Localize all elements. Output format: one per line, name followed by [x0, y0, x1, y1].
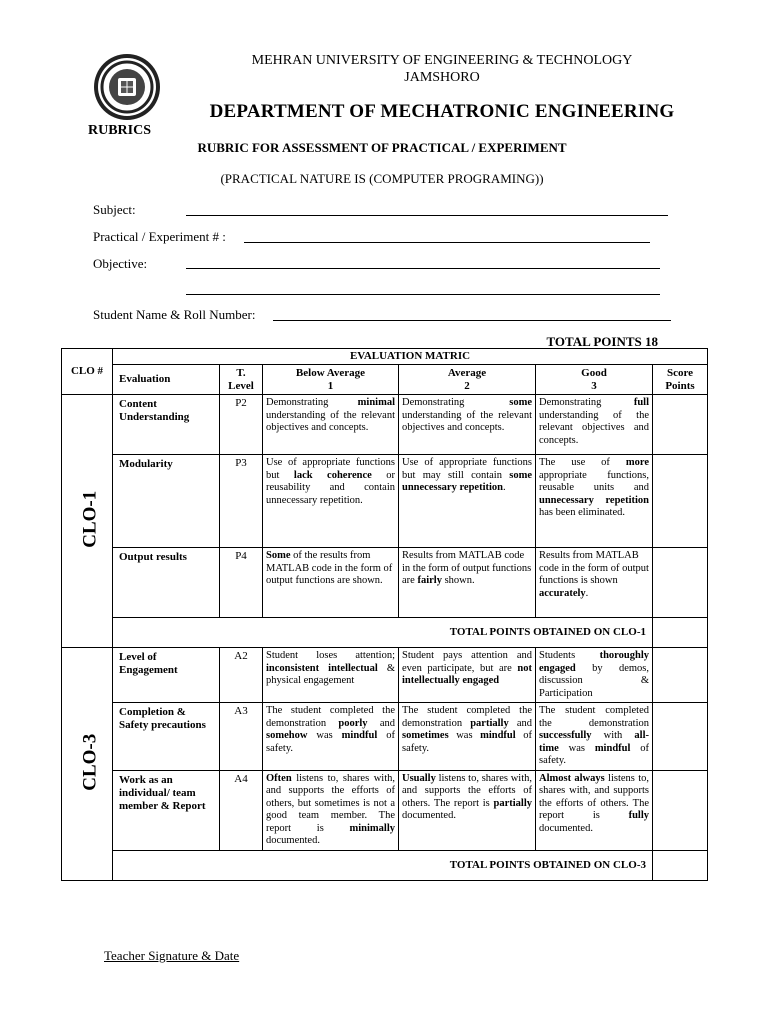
average-cell: Use of appropriate functions but may still contain some unnecessary repetition. [399, 455, 536, 548]
average-header: Average 2 [399, 365, 536, 395]
clo3-total-score[interactable] [653, 850, 708, 880]
good-header: Good 3 [536, 365, 653, 395]
criterion-cell: Content Understanding [113, 395, 220, 455]
below-average-header: Below Average 1 [263, 365, 399, 395]
table-row [62, 395, 708, 455]
below-average-cell: Use of appropriate functions but lack coherence or reusability and contain unnecessary repetition. [263, 455, 399, 548]
good-cell: Demonstrating full understanding of the relevant objectives and concepts. [536, 395, 653, 455]
objective-line-1[interactable] [186, 268, 660, 269]
practical-nature: (PRACTICAL NATURE IS (COMPUTER PROGRAMING)) [220, 171, 544, 186]
matrix-header: EVALUATION MATRIC [113, 349, 708, 365]
rubric-table [61, 348, 708, 881]
good-cell: Results from MATLAB code in the form of output functions is shown accurately. [536, 548, 653, 618]
clo1-total-score[interactable] [653, 618, 708, 648]
clo3-total-label: TOTAL POINTS OBTAINED ON CLO-3 [113, 850, 653, 880]
student-label: Student Name & Roll Number: [93, 307, 256, 322]
score-cell[interactable] [653, 648, 708, 703]
criterion-cell: Output results [113, 548, 220, 618]
total-points: TOTAL POINTS 18 [546, 334, 658, 349]
practical-line[interactable] [244, 242, 650, 243]
practical-label: Practical / Experiment # : [93, 229, 226, 244]
level-cell: A3 [220, 703, 263, 771]
below-average-cell: The student completed the demonstration poorly and somehow was mindful of safety. [263, 703, 399, 771]
good-cell: Almost always listens to, shares with, and supports the efforts of others. The report is fully documented. [536, 770, 653, 850]
rubrics-label: RUBRICS [88, 123, 152, 138]
level-cell: A2 [220, 648, 263, 703]
score-cell[interactable] [653, 548, 708, 618]
clo1-cell [62, 395, 113, 648]
table-row [62, 770, 708, 850]
objective-label: Objective: [93, 256, 148, 271]
rubric-title: RUBRIC FOR ASSESSMENT OF PRACTICAL / EXPERIMENT [197, 140, 567, 155]
clo3-cell [62, 648, 113, 881]
student-line[interactable] [273, 320, 671, 321]
score-cell[interactable] [653, 703, 708, 771]
below-average-cell: Often listens to, shares with, and supports the efforts of others, but sometimes is not a good team member. The report is minimally documented. [263, 770, 399, 850]
average-cell: Student pays attention and even participate, but are not intellectually engaged [399, 648, 536, 703]
below-average-cell: Some of the results from MATLAB code in the form of output functions are shown. [263, 548, 399, 618]
good-cell: Students thoroughly engaged by demos, discussion & Participation [536, 648, 653, 703]
subject-line[interactable] [186, 215, 668, 216]
average-cell: Demonstrating some understanding of the relevant objectives and concepts. [399, 395, 536, 455]
clo1-total-label: TOTAL POINTS OBTAINED ON CLO-1 [113, 618, 653, 648]
table-row [62, 455, 708, 548]
average-cell: The student completed the demonstration partially and sometimes was mindful of safety. [399, 703, 536, 771]
subject-label: Subject: [93, 202, 136, 217]
below-average-cell: Student loses attention; inconsistent intellectual & physical engagement [263, 648, 399, 703]
t-level-header: T. Level [220, 365, 263, 395]
university-seal-logo [92, 52, 162, 122]
level-cell: P4 [220, 548, 263, 618]
table-row [62, 548, 708, 618]
criterion-cell: Level of Engagement [113, 648, 220, 703]
clo3-label: CLO-3 [79, 733, 101, 791]
score-cell[interactable] [653, 395, 708, 455]
criterion-cell: Modularity [113, 455, 220, 548]
level-cell: A4 [220, 770, 263, 850]
evaluation-header: Evaluation [113, 365, 220, 395]
table-row [62, 850, 708, 880]
score-points-header: Score Points [653, 365, 708, 395]
table-row [62, 703, 708, 771]
university-name: MEHRAN UNIVERSITY OF ENGINEERING & TECHNOLOGY [251, 53, 633, 68]
department-title: DEPARTMENT OF MECHATRONIC ENGINEERING [209, 101, 675, 122]
teacher-signature-label: Teacher Signature & Date [104, 948, 240, 963]
good-cell: The use of more appropriate functions, reusable units and unnecessary repetition has been eliminated. [536, 455, 653, 548]
criterion-cell: Completion & Safety precautions [113, 703, 220, 771]
level-cell: P3 [220, 455, 263, 548]
average-cell: Results from MATLAB code in the form of output functions are fairly shown. [399, 548, 536, 618]
score-cell[interactable] [653, 770, 708, 850]
table-row [62, 648, 708, 703]
university-city: JAMSHORO [404, 70, 480, 85]
average-cell: Usually listens to, shares with, and supports the efforts of others. The report is partially documented. [399, 770, 536, 850]
table-row [62, 618, 708, 648]
below-average-cell: Demonstrating minimal understanding of the relevant objectives and concepts. [263, 395, 399, 455]
criterion-cell: Work as an individual/ team member & Report [113, 770, 220, 850]
clo1-label: CLO-1 [79, 491, 101, 548]
good-cell: The student completed the demonstration successfully with all-time was mindful of safety. [536, 703, 653, 771]
clo-header: CLO # [62, 349, 113, 395]
level-cell: P2 [220, 395, 263, 455]
objective-line-2[interactable] [186, 294, 660, 295]
score-cell[interactable] [653, 455, 708, 548]
